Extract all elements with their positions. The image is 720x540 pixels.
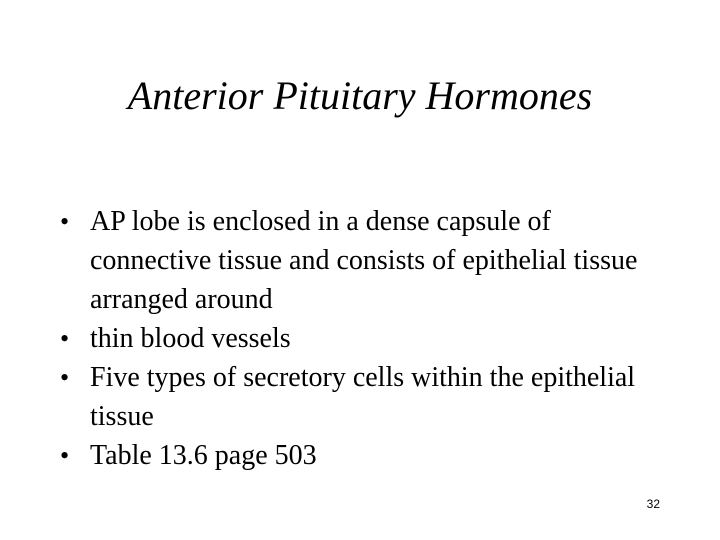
- bullet-icon: •: [60, 324, 70, 353]
- bullet-icon: •: [60, 441, 70, 470]
- bullet-text: Table 13.6 page 503: [90, 440, 317, 471]
- slide-title: Anterior Pituitary Hormones: [127, 73, 593, 118]
- bullet-icon: •: [60, 207, 70, 236]
- page-number: 32: [646, 497, 660, 511]
- bullet-item: [56, 202, 656, 319]
- bullet-item: [56, 358, 656, 436]
- bullet-text: AP lobe is enclosed in a dense capsule of connective tissue and consists of epithelial tissue arranged around: [90, 206, 638, 315]
- bullet-text: thin blood vessels: [90, 323, 291, 354]
- bullet-icon: •: [60, 363, 70, 392]
- bullet-text: Five types of secretory cells within the epithelial tissue: [90, 362, 636, 432]
- bullet-item: [56, 436, 656, 475]
- bullet-item: [56, 319, 656, 358]
- bullet-list: [56, 202, 656, 475]
